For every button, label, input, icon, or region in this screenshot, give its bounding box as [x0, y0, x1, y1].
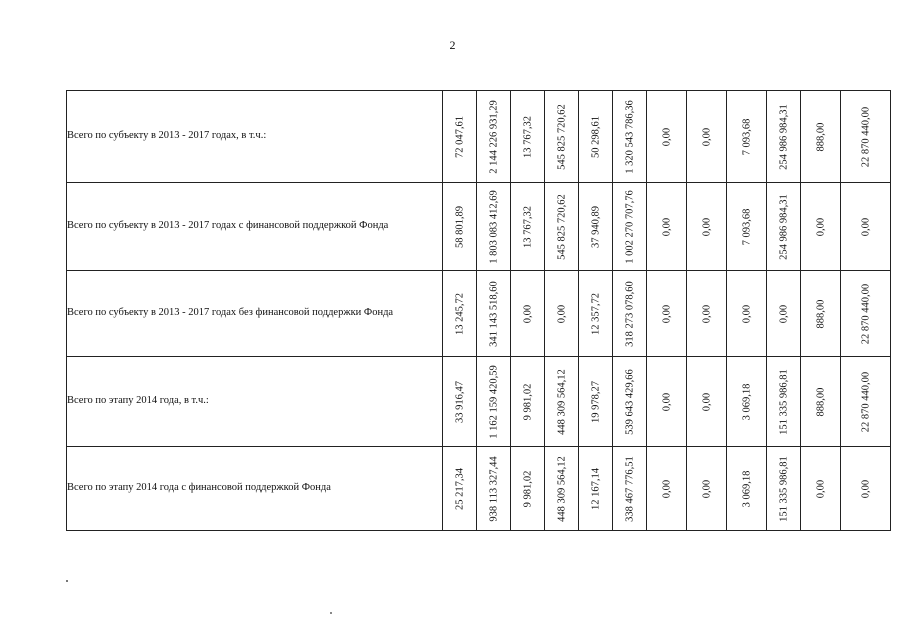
value-cell — [801, 183, 841, 271]
cell-value: 0,00 — [701, 304, 712, 323]
value-cell — [841, 447, 891, 531]
table-row — [67, 357, 891, 447]
value-cell — [767, 91, 801, 183]
value-cell — [613, 91, 647, 183]
value-cell — [545, 447, 579, 531]
cell-value: 0,00 — [556, 304, 567, 323]
value-cell — [647, 447, 687, 531]
value-cell — [613, 183, 647, 271]
value-cell — [727, 447, 767, 531]
cell-value: 938 113 327,44 — [488, 455, 499, 522]
cell-value: 341 143 518,60 — [488, 280, 499, 347]
value-cell — [579, 447, 613, 531]
value-cell — [443, 91, 477, 183]
cell-value: 7 093,68 — [741, 118, 752, 155]
cell-value: 0,00 — [860, 479, 871, 498]
value-cell — [841, 183, 891, 271]
value-cell — [511, 357, 545, 447]
table-row — [67, 183, 891, 271]
cell-value: 0,00 — [701, 217, 712, 236]
cell-value: 888,00 — [815, 299, 826, 328]
cell-value: 0,00 — [778, 304, 789, 323]
row-label: Всего по этапу 2014 года, в т.ч.: — [67, 357, 443, 447]
cell-value: 338 467 776,51 — [624, 455, 635, 522]
cell-value: 2 144 226 931,29 — [488, 99, 499, 174]
table-row — [67, 271, 891, 357]
value-cell — [767, 183, 801, 271]
page-number: 2 — [449, 38, 456, 52]
cell-value: 0,00 — [815, 217, 826, 236]
cell-value: 13 767,32 — [522, 115, 533, 158]
cell-value: 9 981,02 — [522, 383, 533, 420]
value-cell — [545, 91, 579, 183]
value-cell — [687, 271, 727, 357]
value-cell — [801, 357, 841, 447]
value-cell — [647, 271, 687, 357]
cell-value: 22 870 440,00 — [860, 106, 871, 167]
value-cell — [727, 91, 767, 183]
cell-value: 448 309 564,12 — [556, 455, 567, 522]
cell-value: 1 002 270 707,76 — [624, 189, 635, 264]
value-cell — [545, 357, 579, 447]
value-cell — [443, 357, 477, 447]
value-cell — [767, 271, 801, 357]
value-cell — [579, 183, 613, 271]
cell-value: 0,00 — [741, 304, 752, 323]
value-cell — [477, 357, 511, 447]
value-cell — [841, 271, 891, 357]
value-cell — [613, 447, 647, 531]
cell-value: 13 245,72 — [454, 292, 465, 335]
value-cell — [687, 91, 727, 183]
value-cell — [801, 91, 841, 183]
cell-value: 888,00 — [815, 387, 826, 416]
cell-value: 3 069,18 — [741, 470, 752, 507]
value-cell — [477, 183, 511, 271]
cell-value: 0,00 — [701, 127, 712, 146]
value-cell — [477, 91, 511, 183]
cell-value: 0,00 — [860, 217, 871, 236]
value-cell — [511, 91, 545, 183]
cell-value: 151 335 986,81 — [778, 368, 789, 435]
cell-value: 448 309 564,12 — [556, 368, 567, 435]
row-label: Всего по субъекту в 2013 - 2017 годах, в т.ч.: — [67, 91, 443, 183]
value-cell — [579, 357, 613, 447]
value-cell — [647, 357, 687, 447]
cell-value: 33 916,47 — [454, 380, 465, 423]
row-label: Всего по этапу 2014 года с финансовой поддержкой Фонда — [67, 447, 443, 531]
cell-value: 3 069,18 — [741, 383, 752, 420]
cell-value: 50 298,61 — [590, 115, 601, 158]
cell-value: 0,00 — [661, 392, 672, 411]
value-cell — [687, 447, 727, 531]
value-cell — [647, 91, 687, 183]
scan-artifact — [330, 612, 332, 614]
cell-value: 0,00 — [661, 479, 672, 498]
value-cell — [727, 183, 767, 271]
cell-value: 58 801,89 — [454, 205, 465, 248]
table-row — [67, 91, 891, 183]
cell-value: 0,00 — [661, 217, 672, 236]
value-cell — [443, 447, 477, 531]
cell-value: 72 047,61 — [454, 115, 465, 158]
cell-value: 13 767,32 — [522, 205, 533, 248]
cell-value: 25 217,34 — [454, 467, 465, 510]
cell-value: 19 978,27 — [590, 380, 601, 423]
cell-value: 0,00 — [522, 304, 533, 323]
cell-value: 1 320 543 786,36 — [624, 99, 635, 174]
cell-value: 37 940,89 — [590, 205, 601, 248]
cell-value: 22 870 440,00 — [860, 283, 871, 344]
cell-value: 1 803 083 412,69 — [488, 189, 499, 264]
cell-value: 545 825 720,62 — [556, 193, 567, 260]
value-cell — [477, 271, 511, 357]
value-cell — [443, 183, 477, 271]
value-cell — [511, 271, 545, 357]
cell-value: 9 981,02 — [522, 470, 533, 507]
value-cell — [727, 357, 767, 447]
cell-value: 1 162 159 420,59 — [488, 364, 499, 439]
cell-value: 254 986 984,31 — [778, 103, 789, 170]
value-cell — [511, 183, 545, 271]
value-cell — [687, 357, 727, 447]
value-cell — [613, 357, 647, 447]
value-cell — [687, 183, 727, 271]
row-label: Всего по субъекту в 2013 - 2017 годах с финансовой поддержкой Фонда — [67, 183, 443, 271]
scan-artifact — [66, 580, 68, 582]
data-table — [66, 90, 891, 531]
cell-value: 888,00 — [815, 122, 826, 151]
cell-value: 12 357,72 — [590, 292, 601, 335]
cell-value: 0,00 — [661, 127, 672, 146]
value-cell — [767, 447, 801, 531]
cell-value: 0,00 — [701, 479, 712, 498]
cell-value: 545 825 720,62 — [556, 103, 567, 170]
value-cell — [545, 183, 579, 271]
cell-value: 0,00 — [701, 392, 712, 411]
value-cell — [579, 271, 613, 357]
cell-value: 0,00 — [815, 479, 826, 498]
value-cell — [511, 447, 545, 531]
value-cell — [841, 91, 891, 183]
value-cell — [477, 447, 511, 531]
row-label: Всего по субъекту в 2013 - 2017 годах без финансовой поддержки Фонда — [67, 271, 443, 357]
value-cell — [579, 91, 613, 183]
cell-value: 7 093,68 — [741, 208, 752, 245]
cell-value: 151 335 986,81 — [778, 455, 789, 522]
value-cell — [545, 271, 579, 357]
value-cell — [443, 271, 477, 357]
cell-value: 0,00 — [661, 304, 672, 323]
value-cell — [647, 183, 687, 271]
value-cell — [841, 357, 891, 447]
value-cell — [801, 271, 841, 357]
value-cell — [727, 271, 767, 357]
value-cell — [767, 357, 801, 447]
table-row — [67, 447, 891, 531]
cell-value: 318 273 078,60 — [624, 280, 635, 347]
value-cell — [801, 447, 841, 531]
cell-value: 254 986 984,31 — [778, 193, 789, 260]
cell-value: 539 643 429,66 — [624, 368, 635, 435]
value-cell — [613, 271, 647, 357]
cell-value: 12 167,14 — [590, 467, 601, 510]
cell-value: 22 870 440,00 — [860, 371, 871, 432]
